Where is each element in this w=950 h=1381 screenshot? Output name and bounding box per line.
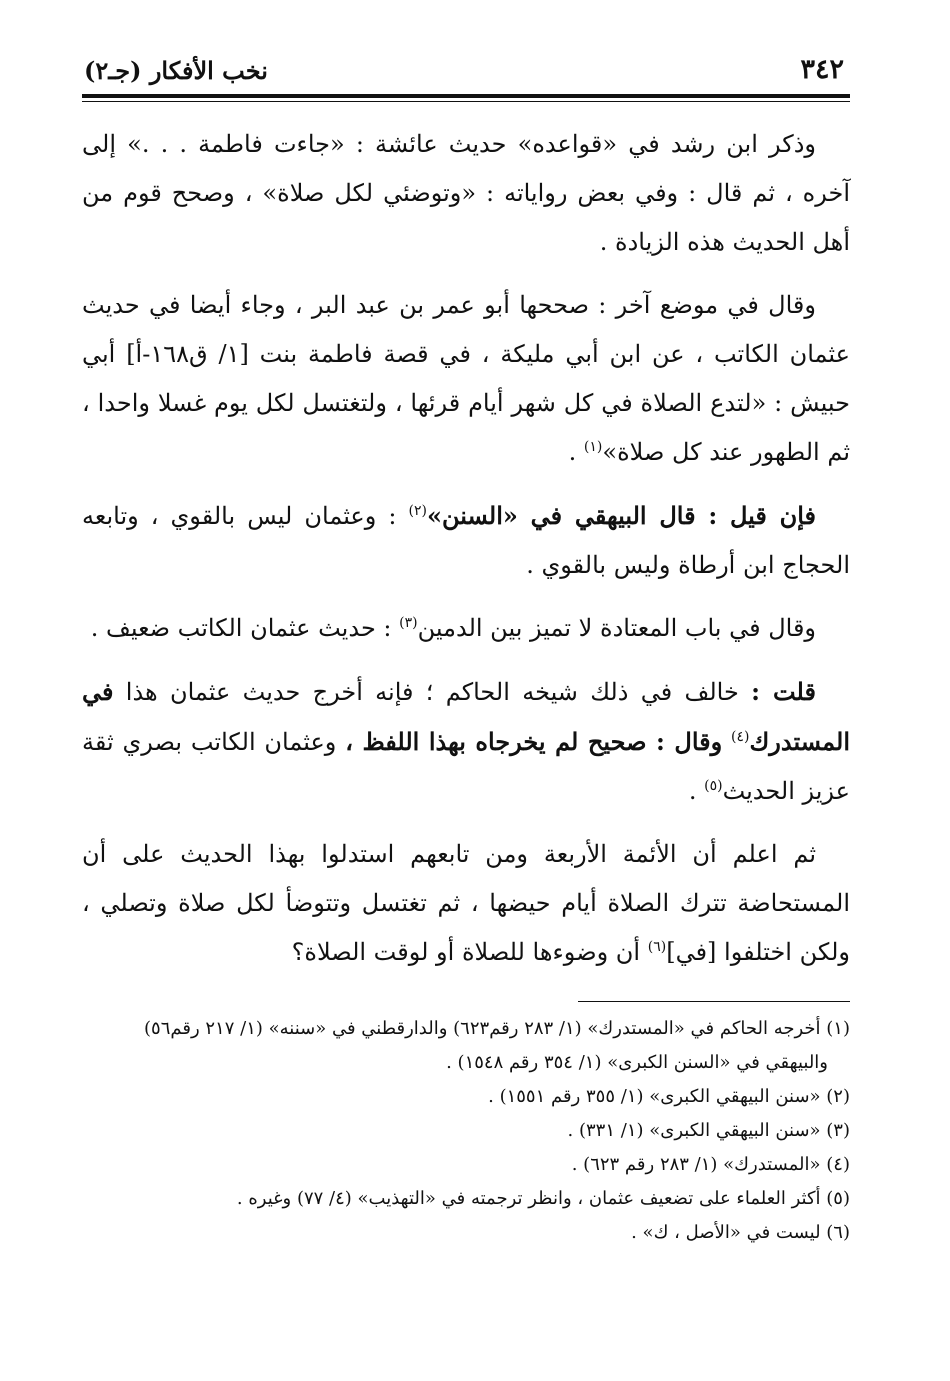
paragraph-text: وذكر ابن رشد في «قواعده» حديث عائشة : «جاءت فاطمة . . .» إلى آخره ، ثم قال : وفي بعض رواياته : «وتوضئي لكل صلاة» ، وصحح قوم من أهل الحديث هذه الزيادة .	[82, 130, 851, 256]
paragraph-text: وعثمان الكاتب بصري ثقة عزيز الحديث	[82, 728, 850, 805]
footnote: (١) أخرجه الحاكم في «المستدرك» (١/ ٢٨٣ رقم٦٢٣) والدارقطني في «سننه» (١/ ٢١٧ رقم٥٦)	[144, 1018, 850, 1039]
reply-heading: قلت :	[751, 677, 816, 706]
mustadrak-ref: في المستدرك	[82, 677, 850, 756]
footnote-continuation: والبيهقي في «السنن الكبرى» (١/ ٣٥٤ رقم ١٥٤٨) .	[446, 1052, 828, 1073]
footnotes	[82, 1012, 850, 1250]
paragraph	[82, 120, 850, 267]
header-rule	[82, 94, 850, 98]
footnote: (٣) «سنن البيهقي الكبرى» (١/ ٣٣١) .	[567, 1120, 850, 1141]
sentence-end: .	[568, 438, 584, 466]
header-rule-thin	[82, 101, 850, 102]
paragraph-text: خالف في ذلك شيخه الحاكم ؛ فإنه أخرج حديث عثمان هذا	[125, 678, 739, 706]
footnote: (٢) «سنن البيهقي الكبرى» (١/ ٣٥٥ رقم ١٥٥١) .	[488, 1086, 850, 1107]
footnote: (٦) ليست في «الأصل ، ك» .	[631, 1222, 850, 1243]
footnote: (٥) أكثر العلماء على تضعيف عثمان ، وانظر ترجمته في «التهذيب» (٤/ ٧٧) وغيره .	[236, 1188, 850, 1209]
paragraph	[82, 667, 850, 816]
paragraph: فإن قيل : قال البيهقي في «السنن»$^{(٢)}$ : وعثمان ليس بالقوي ، وتابعه الحجاج ابن أرطاة وليس بالقوي .	[82, 501, 850, 579]
footnote-marker: (٤)	[731, 729, 750, 745]
paragraph	[82, 281, 850, 477]
paragraph-text: : حديث عثمان الكاتب ضعيف .	[90, 614, 392, 642]
footnote-marker: (٢)	[408, 503, 427, 519]
paragraph	[82, 830, 850, 977]
paragraph-text: وقال في موضع آخر : صححها أبو عمر بن عبد البر ، وجاء أيضا في حديث عثمان الكاتب ، عن ابن أبي مليكة ، في قصة فاطمة بنت [١/ ق١٦٨-أ] أبي حبيش : «لتدع الصلاة في كل شهر أيام قرئها ، ولتغتسل لكل يوم غسلا واحدا ، ثم الطهور عند كل صلاة»	[82, 291, 850, 466]
hakim-quote: وقال : صحيح لم يخرجاه بهذا اللفظ ،	[345, 727, 723, 756]
paragraph-text: ثم اعلم أن الأئمة الأربعة ومن تابعهم استدلوا بهذا الحديث على أن المستحاضة تترك الصلاة أيام حيضها ، ثم تغتسل وتتوضأ لكل صلاة وتصلي ، ولكن اختلفوا	[82, 840, 850, 966]
footnote-marker: (٥)	[704, 778, 723, 794]
bracketed-insert: [في]	[666, 938, 717, 966]
footnote-marker: (٣)	[399, 615, 418, 631]
paragraph-text: وعثمان ليس بالقوي ، وتابعه الحجاج ابن أرطاة وليس بالقوي .	[82, 502, 850, 579]
footnote-marker: (١)	[583, 439, 603, 455]
footnote-separator	[578, 1001, 850, 1002]
sentence-end: .	[688, 777, 705, 805]
paragraph	[82, 604, 850, 653]
footnote-marker: (٦)	[647, 939, 667, 955]
main-text	[82, 120, 850, 977]
page-number: ٣٤٢	[800, 54, 844, 85]
objection-heading: فإن قيل : قال البيهقي في «السنن»	[427, 501, 817, 530]
page-header	[82, 52, 850, 92]
paragraph-text: أن وضوءها للصلاة أو لوقت الصلاة؟	[291, 938, 641, 966]
paragraph-text: وقال في باب المعتادة لا تميز بين الدمين	[417, 614, 816, 642]
page	[82, 52, 850, 1250]
book-title: نخب الأفكار (جـ٢)	[84, 56, 268, 85]
footnote: (٤) «المستدرك» (١/ ٢٨٣ رقم ٦٢٣) .	[571, 1154, 850, 1175]
